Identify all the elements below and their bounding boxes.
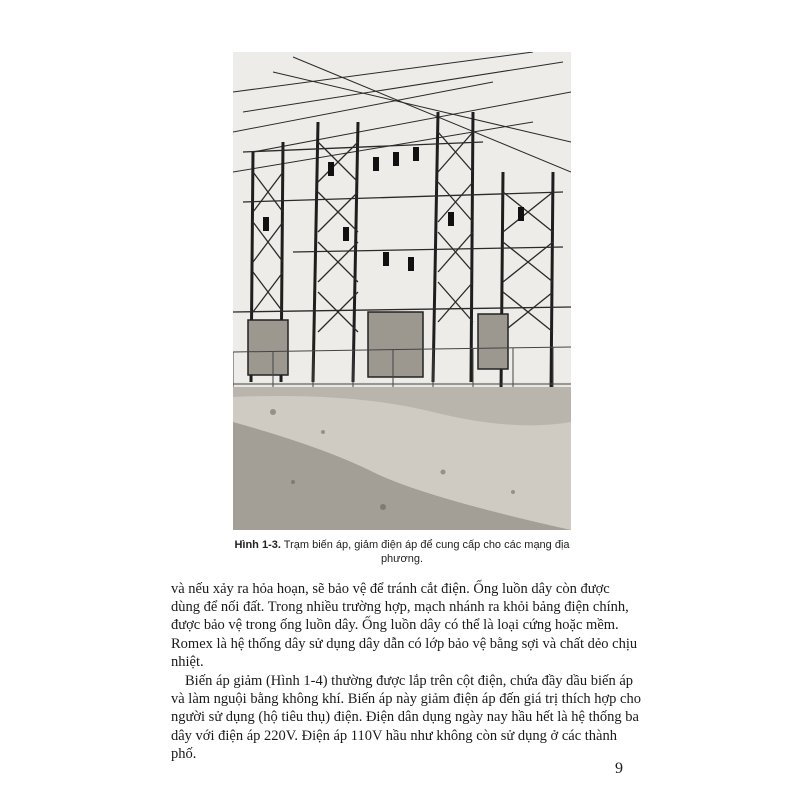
paragraph-2: Biến áp giảm (Hình 1-4) thường được lắp trên cột điện, chứa đầy dầu biến áp và làm nguội bằng không khí. Biến áp này giảm điện áp đến giá trị thích hợp cho người sử dụng (hộ tiêu thụ) điện. Điện dân dụng ngày nay hầu hết là hệ thống ba dây với điện áp 220V. Điện áp 110V hầu như không còn sử dụng ở các thành phố. xyxy=(171,673,641,762)
page-number: 9 xyxy=(615,760,623,777)
substation-photo xyxy=(233,52,571,530)
substation-photo-drawing xyxy=(233,52,571,530)
figure-caption xyxy=(233,538,571,566)
figure-label: Hình 1-3. xyxy=(234,539,281,551)
figure-caption-text: Trạm biến áp, giảm điện áp để cung cấp cho các mạng địa phương. xyxy=(283,539,570,565)
paragraph-1: và nếu xảy ra hỏa hoạn, sẽ bảo vệ để tránh cắt điện. Ống luồn dây còn được dùng để nối đất. Trong nhiều trường hợp, mạch nhánh ra khỏi bảng điện chính, được bảo vệ trong ống luồn dây. Ống luồn dây có thể là loại cứng hoặc mềm. Romex là hệ thống dây sử dụng dây dẫn có lớp bảo vệ bằng sợi và chất dẻo chịu nhiệt. xyxy=(171,581,638,670)
